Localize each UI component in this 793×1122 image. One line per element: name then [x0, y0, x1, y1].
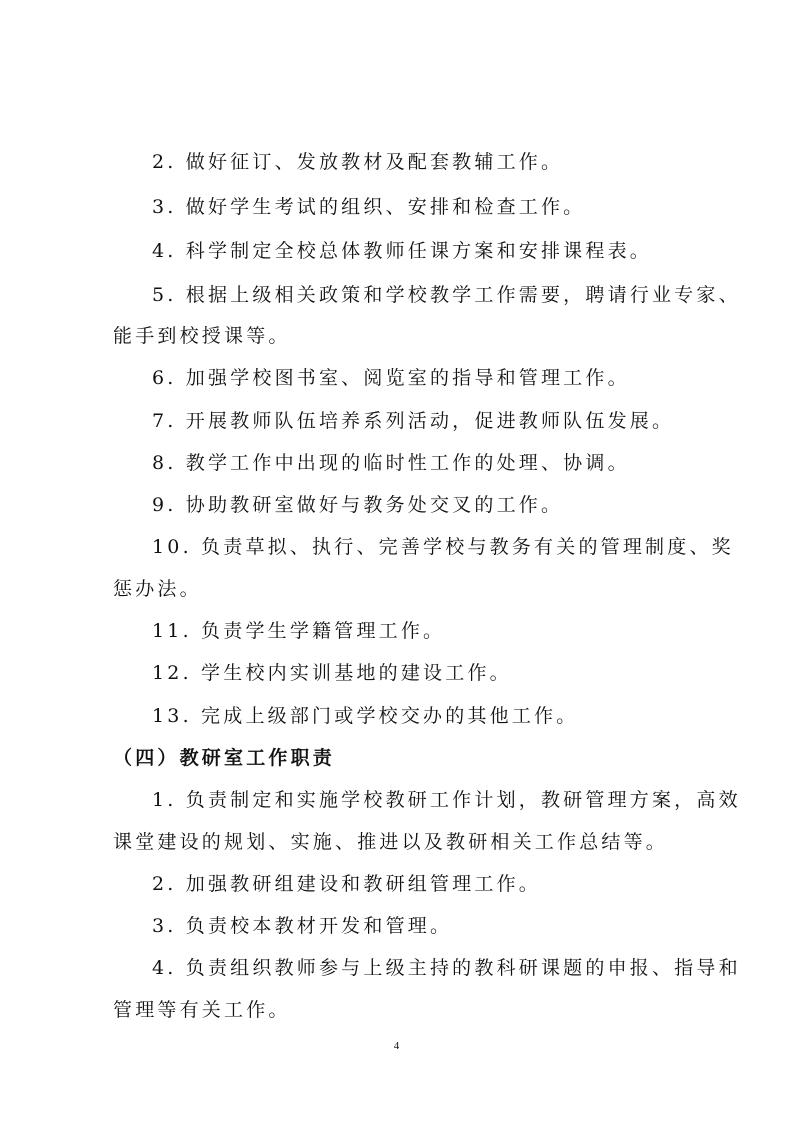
item-12-text: 12. 学生校内实训基地的建设工作。	[152, 662, 512, 684]
item-10-text: 10. 负责草拟、执行、完善学校与教务有关的管理制度、奖	[152, 536, 734, 558]
section-item-4-text: 4. 负责组织教师参与上级主持的教科研课题的申报、指导和	[152, 957, 741, 979]
item-6-text: 6. 加强学校图书室、阅览室的指导和管理工作。	[152, 367, 630, 389]
item-11-text: 11. 负责学生学籍管理工作。	[152, 620, 446, 642]
item-5-text-continued: 能手到校授课等。	[113, 325, 291, 347]
page-number: 4	[393, 1040, 400, 1052]
section-item-1-text-continued: 课堂建设的规划、实施、推进以及教研相关工作总结等。	[113, 831, 669, 853]
item-3-text: 3. 做好学生考试的组织、安排和检查工作。	[152, 196, 586, 218]
item-5-text: 5. 根据上级相关政策和学校教学工作需要，聘请行业专家、	[152, 284, 741, 306]
item-2-text: 2. 做好征订、发放教材及配套教辅工作。	[152, 151, 564, 173]
item-8-text: 8. 教学工作中出现的临时性工作的处理、协调。	[152, 452, 630, 474]
item-7-text: 7. 开展教师队伍培养系列活动，促进教师队伍发展。	[152, 410, 675, 432]
section-item-1-text: 1. 负责制定和实施学校教研工作计划，教研管理方案，高效	[152, 789, 741, 811]
item-13-text: 13. 完成上级部门或学校交办的其他工作。	[152, 705, 579, 727]
item-9-text: 9. 协助教研室做好与教务处交叉的工作。	[152, 494, 564, 516]
section-item-4-text-continued: 管理等有关工作。	[113, 999, 291, 1021]
item-4-text: 4. 科学制定全校总体教师任课方案和安排课程表。	[152, 240, 652, 262]
section-heading: （四）教研室工作职责	[113, 747, 336, 769]
section-item-3-text: 3. 负责校本教材开发和管理。	[152, 915, 453, 937]
item-10-text-continued: 惩办法。	[113, 578, 202, 600]
section-item-2-text: 2. 加强教研组建设和教研组管理工作。	[152, 873, 541, 895]
